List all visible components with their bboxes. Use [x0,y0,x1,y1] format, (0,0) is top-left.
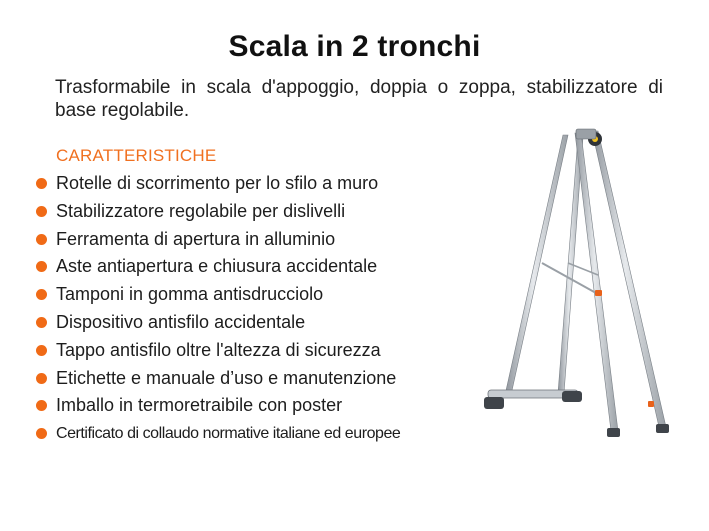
rear-right-rail [558,137,583,393]
feature-item [36,365,486,393]
rubber-foot-icon [607,428,620,437]
feature-item [36,281,486,309]
feature-text: Etichette e manuale d’uso e manutenzione [56,367,397,388]
feature-text: Dispositivo antisfilo accidentale [56,311,306,332]
feature-item [36,253,486,281]
feature-item [36,226,486,254]
rubber-foot-icon [484,397,504,409]
feature-item [36,392,486,420]
rubber-foot-icon [656,424,669,433]
feature-item [36,309,486,337]
feature-text: Imballo in termoretraibile con poster [56,395,343,416]
feature-list [36,170,486,448]
section-heading-features: CARATTERISTICHE [56,146,217,165]
anti-slide-clip [595,290,602,296]
feature-text: Rotelle di scorrimento per lo sfilo a muro [56,173,379,193]
bullet-icon [36,234,47,245]
bullet-icon [36,428,47,439]
bullet-icon [36,289,47,300]
feature-text: Stabilizzatore regolabile per dislivelli [56,200,346,221]
feature-item [36,170,486,198]
bullet-icon [36,178,47,189]
bullet-icon [36,317,47,328]
bullet-icon [36,261,47,272]
ladder-image [480,125,680,445]
anti-slide-clip [648,401,654,407]
bullet-icon [36,400,47,411]
front-left-rail [575,133,618,431]
intro-description: Trasformabile in scala d'appoggio, doppia o zoppa, stabilizzatore di base regolabile. [55,77,663,121]
feature-item [36,337,486,365]
bullet-icon [36,206,47,217]
page-title: Scala in 2 tronchi [228,30,481,63]
bullet-icon [36,373,47,384]
top-bracket [576,129,596,139]
feature-text: Tappo antisfilo oltre l'altezza di sicurezza [56,339,381,360]
rubber-foot-icon [562,391,582,402]
feature-text: Certificato di collaudo normative italiane ed europee [56,425,401,443]
feature-item [36,420,486,448]
feature-text: Ferramenta di apertura in alluminio [56,228,336,249]
feature-text: Aste antiapertura e chiusura accidentale [56,256,378,277]
feature-text: Tamponi in gomma antisdrucciolo [56,284,324,305]
feature-item [36,198,486,226]
bullet-icon [36,345,47,356]
rear-left-rail [505,135,568,395]
